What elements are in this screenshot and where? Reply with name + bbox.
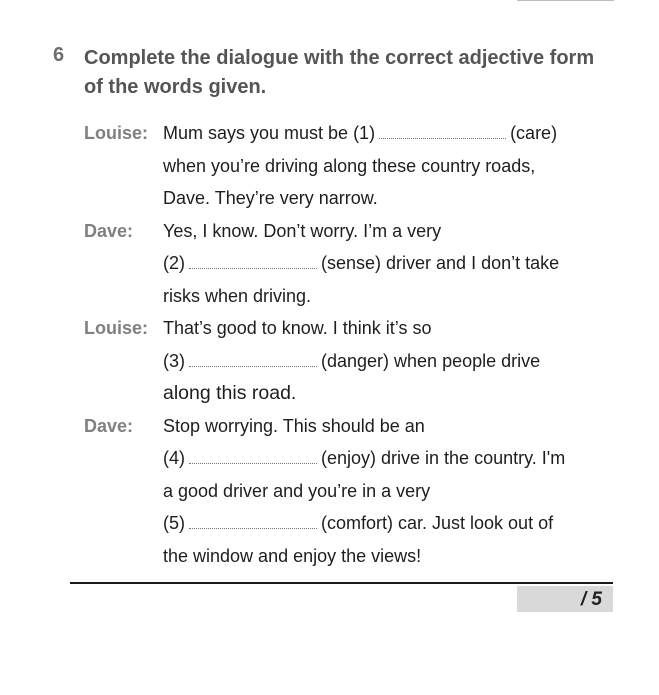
- answer-blank-5[interactable]: [189, 526, 317, 529]
- score-total: / 5: [580, 589, 602, 610]
- line-text: (enjoy) drive in the country. I'm: [321, 448, 566, 468]
- line-text: (care): [510, 123, 558, 143]
- dialogue-turn-louise-2: [84, 312, 624, 410]
- speaker-label: Dave:: [84, 415, 134, 436]
- answer-blank-4[interactable]: [189, 461, 317, 464]
- dialogue-line: [163, 247, 624, 280]
- dialogue-line: Yes, I know. Don’t worry. I’m a very: [163, 220, 442, 241]
- dialogue-turn-dave-1: [84, 215, 624, 313]
- dialogue-turn-dave-2: [84, 410, 624, 573]
- dialogue-line: a good driver and you’re in a very: [163, 480, 431, 501]
- line-text: (comfort) car. Just look out of: [321, 513, 554, 533]
- dialogue: [84, 117, 624, 572]
- dialogue-line: That’s good to know. I think it’s so: [163, 318, 432, 338]
- answer-blank-2[interactable]: [189, 266, 317, 269]
- dialogue-line: when you’re driving along these country roads,: [163, 155, 536, 176]
- bottom-rule: [70, 582, 613, 584]
- answer-blank-1[interactable]: [379, 136, 506, 139]
- top-tab-edge: [517, 0, 614, 1]
- dialogue-line: risks when driving.: [163, 285, 312, 306]
- answer-blank-3[interactable]: [189, 364, 317, 367]
- exercise-number: 6: [53, 44, 65, 66]
- dialogue-line: [163, 507, 624, 540]
- dialogue-line: Dave. They’re very narrow.: [163, 188, 378, 208]
- score-box: [517, 586, 613, 612]
- line-text: (danger) when people drive: [321, 350, 541, 371]
- line-text: (sense) driver and I don’t take: [321, 253, 560, 273]
- line-text: Mum says you must be (1): [163, 123, 376, 143]
- dialogue-line: [163, 345, 624, 378]
- line-text: (4): [163, 448, 185, 468]
- speaker-label: Dave:: [84, 220, 134, 241]
- speaker-label: Louise:: [84, 318, 149, 338]
- dialogue-turn-louise-1: [84, 117, 624, 215]
- line-text: (5): [163, 513, 185, 533]
- dialogue-line: [163, 442, 624, 475]
- line-text: (2): [163, 253, 185, 273]
- dialogue-line: [163, 117, 624, 150]
- dialogue-line: along this road.: [163, 382, 297, 404]
- dialogue-line: the window and enjoy the views!: [163, 545, 422, 566]
- line-text: (3): [163, 350, 185, 371]
- exercise-instruction: Complete the dialogue with the correct adjective form of the words given.: [84, 47, 595, 98]
- dialogue-line: Stop worrying. This should be an: [163, 415, 425, 436]
- speaker-label: Louise:: [84, 123, 149, 143]
